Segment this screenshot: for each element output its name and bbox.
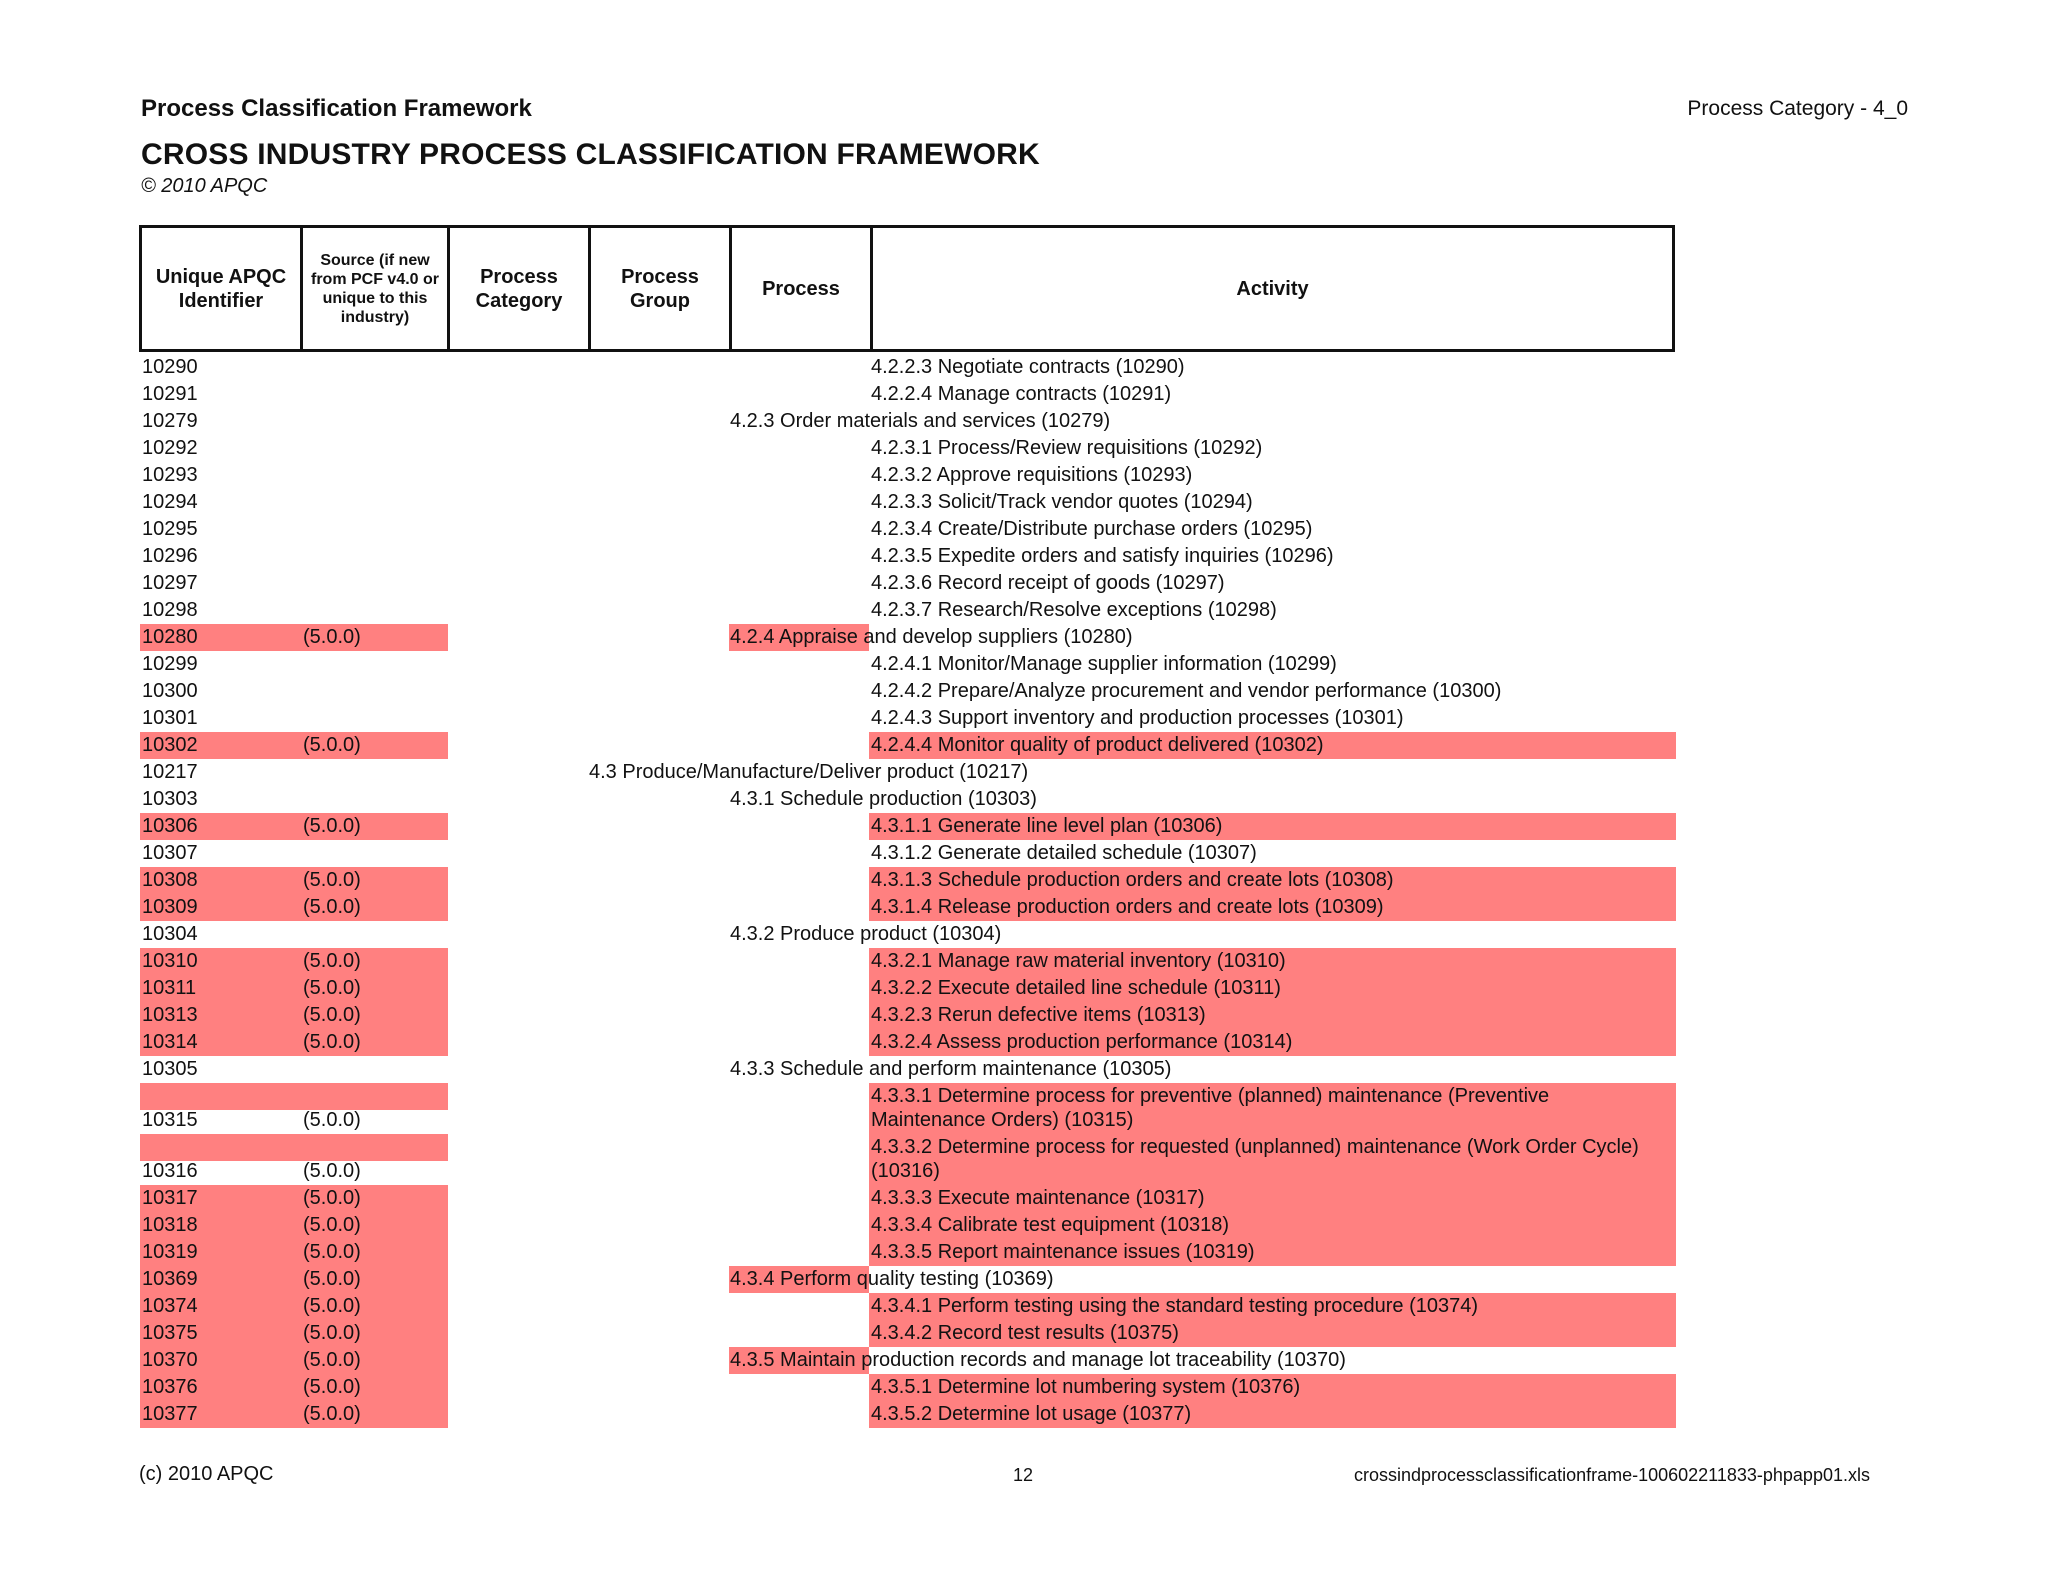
cell-identifier: 10302 [140,732,301,759]
table-row [140,867,1676,894]
cell-identifier: 10319 [140,1239,301,1266]
cell-source [301,651,448,678]
cell-identifier: 10294 [142,491,198,513]
table-row [140,408,1676,435]
table-row [140,381,1676,408]
cell-description: 4.3.4 Perform quality testing (10369) [730,1268,1054,1290]
cell-identifier: 10298 [142,599,198,621]
cell-description: 4.2.3.5 Expedite orders and satisfy inquiries (10296) [871,545,1334,567]
table-row [140,1083,1676,1134]
col-header-group: Process Group [591,228,732,349]
cell-identifier: 10280 [140,624,301,651]
table-row [140,516,1676,543]
cell-identifier: 10291 [142,383,198,405]
cell-source: (5.0.0) [301,624,448,651]
cell-description: 4.3.3.2 Determine process for requested (unplanned) maintenance (Work Order Cycle) (10316) [871,1136,1639,1182]
cell-identifier: 10317 [140,1185,301,1212]
cell-identifier: 10316 [140,1134,301,1161]
cell-identifier: 10307 [142,842,198,864]
col-header-activity: Activity [1236,277,1309,300]
cell-description: 4.2.4 Appraise and develop suppliers (10280) [730,626,1133,648]
cell-description: 4.2.4.3 Support inventory and production processes (10301) [871,707,1404,729]
cell-identifier: 10290 [142,356,198,378]
table-row [140,1056,1676,1083]
cell-description: 4.3.2.2 Execute detailed line schedule (10311) [871,977,1281,999]
cell-description: 4.3.5.1 Determine lot numbering system (10376) [871,1376,1301,1398]
cell-identifier: 10296 [142,545,198,567]
table-row [140,1266,1676,1293]
copyright-notice: © 2010 APQC [141,175,268,197]
table-row [140,1374,1676,1401]
table-row [140,435,1676,462]
cell-description: 4.2.3.7 Research/Resolve exceptions (10298) [871,599,1277,621]
cell-description: 4.3.1 Schedule production (10303) [730,788,1037,810]
cell-identifier: 10217 [142,761,198,783]
table-row [140,1212,1676,1239]
cell-identifier: 10303 [142,788,198,810]
cell-identifier: 10292 [142,437,198,459]
cell-description: 4.3.2.1 Manage raw material inventory (10310) [871,950,1286,972]
cell-source [301,543,448,570]
cell-source: (5.0.0) [301,813,448,840]
cell-source: (5.0.0) [301,1029,448,1056]
cell-description: 4.3.4.1 Perform testing using the standard testing procedure (10374) [871,1295,1479,1317]
cell-source: (5.0.0) [301,1134,448,1161]
table-row [140,786,1676,813]
cell-description: 4.3.4.2 Record test results (10375) [871,1322,1179,1344]
cell-source: (5.0.0) [301,1002,448,1029]
cell-source [301,435,448,462]
cell-identifier: 10295 [142,518,198,540]
document-title: CROSS INDUSTRY PROCESS CLASSIFICATION FRAMEWORK [141,138,1040,171]
cell-identifier: 10369 [140,1266,301,1293]
cell-identifier: 10306 [140,813,301,840]
table-row [140,597,1676,624]
table-row [140,570,1676,597]
cell-source [301,678,448,705]
cell-identifier: 10279 [142,410,198,432]
cell-source [301,705,448,732]
cell-source [301,921,448,948]
table-row [140,705,1676,732]
cell-description: 4.3.5 Maintain production records and manage lot traceability (10370) [730,1349,1346,1371]
footer-page-number: 12 [1013,1465,1034,1485]
footer-filename: crossindprocessclassificationframe-100602211833-phpapp01.xls [1354,1465,1870,1485]
cell-description: 4.3.3.1 Determine process for preventive (planned) maintenance (Preventive Maintenance Orders) (10315) [871,1085,1550,1131]
cell-description: 4.3.1.3 Schedule production orders and create lots (10308) [871,869,1394,891]
cell-identifier: 10301 [142,707,198,729]
cell-source: (5.0.0) [301,1185,448,1212]
cell-source [301,354,448,381]
cell-identifier: 10370 [140,1347,301,1374]
table-row [140,1347,1676,1374]
table-row [140,732,1676,759]
col-header-source: Source (if new from PCF v4.0 or unique to this industry) [303,228,450,349]
header-left-title: Process Classification Framework [141,95,532,122]
cell-description: 4.3.2.3 Rerun defective items (10313) [871,1004,1206,1026]
cell-description: 4.2.3.3 Solicit/Track vendor quotes (10294) [871,491,1253,513]
cell-source [301,597,448,624]
cell-source: (5.0.0) [301,975,448,1002]
cell-description: 4.2.3.6 Record receipt of goods (10297) [871,572,1225,594]
col-header-process: Process [732,228,873,349]
table-row [140,813,1676,840]
table-row [140,489,1676,516]
cell-description: 4.3.3.5 Report maintenance issues (10319) [871,1241,1255,1263]
cell-source: (5.0.0) [301,732,448,759]
cell-source: (5.0.0) [301,948,448,975]
col-header-category: Process Category [450,228,591,349]
cell-identifier: 10310 [140,948,301,975]
table-row [140,1239,1676,1266]
cell-identifier: 10297 [142,572,198,594]
cell-source: (5.0.0) [301,894,448,921]
cell-source [301,759,448,786]
table-row [140,1401,1676,1428]
cell-description: 4.2.3 Order materials and services (10279) [730,410,1111,432]
cell-identifier: 10314 [140,1029,301,1056]
cell-identifier: 10293 [142,464,198,486]
table-body [140,354,1676,1428]
footer-copyright: (c) 2010 APQC [139,1463,274,1485]
table-row [140,894,1676,921]
cell-source: (5.0.0) [301,1320,448,1347]
table-row [140,354,1676,381]
table-row [140,651,1676,678]
table-row [140,840,1676,867]
table-row [140,1134,1676,1185]
cell-source [301,489,448,516]
table-row [140,543,1676,570]
table-row [140,624,1676,651]
cell-identifier: 10315 [140,1083,301,1110]
table-row [140,1002,1676,1029]
cell-identifier: 10375 [140,1320,301,1347]
cell-description: 4.3.2 Produce product (10304) [730,923,1002,945]
cell-source: (5.0.0) [301,1083,448,1110]
cell-source [301,408,448,435]
cell-description: 4.2.2.3 Negotiate contracts (10290) [871,356,1185,378]
cell-identifier: 10318 [140,1212,301,1239]
cell-source [301,786,448,813]
cell-source: (5.0.0) [301,867,448,894]
cell-description: 4.2.4.2 Prepare/Analyze procurement and vendor performance (10300) [871,680,1502,702]
table-row [140,1293,1676,1320]
cell-identifier: 10300 [142,680,198,702]
table-row [140,975,1676,1002]
cell-description: 4.3.2.4 Assess production performance (10314) [871,1031,1293,1053]
table-row [140,678,1676,705]
cell-description: 4.3.3 Schedule and perform maintenance (10305) [730,1058,1172,1080]
cell-description: 4.2.3.4 Create/Distribute purchase orders (10295) [871,518,1313,540]
table-row [140,759,1676,786]
cell-source: (5.0.0) [301,1239,448,1266]
cell-identifier: 10304 [142,923,198,945]
cell-description: 4.2.3.1 Process/Review requisitions (10292) [871,437,1263,459]
cell-description: 4.3 Produce/Manufacture/Deliver product (10217) [589,761,1029,783]
cell-identifier: 10299 [142,653,198,675]
table-row [140,462,1676,489]
header-right-label: Process Category - 4_0 [1687,97,1908,120]
cell-identifier: 10374 [140,1293,301,1320]
cell-description: 4.2.2.4 Manage contracts (10291) [871,383,1172,405]
table-header [139,225,1675,352]
cell-source: (5.0.0) [301,1401,448,1428]
cell-description: 4.2.3.2 Approve requisitions (10293) [871,464,1193,486]
cell-description: 4.2.4.1 Monitor/Manage supplier information (10299) [871,653,1337,675]
table-row [140,921,1676,948]
table-row [140,1320,1676,1347]
cell-source [301,516,448,543]
table-row [140,1029,1676,1056]
cell-source [301,840,448,867]
cell-source: (5.0.0) [301,1347,448,1374]
cell-identifier: 10311 [140,975,301,1002]
cell-identifier: 10377 [140,1401,301,1428]
cell-source [301,570,448,597]
cell-identifier: 10308 [140,867,301,894]
cell-description: 4.3.3.3 Execute maintenance (10317) [871,1187,1205,1209]
cell-identifier: 10376 [140,1374,301,1401]
cell-source [301,1056,448,1083]
cell-identifier: 10313 [140,1002,301,1029]
cell-source: (5.0.0) [301,1266,448,1293]
cell-identifier: 10309 [140,894,301,921]
table-row [140,948,1676,975]
cell-source: (5.0.0) [301,1293,448,1320]
cell-description: 4.3.5.2 Determine lot usage (10377) [871,1403,1192,1425]
cell-description: 4.3.3.4 Calibrate test equipment (10318) [871,1214,1229,1236]
cell-identifier: 10305 [142,1058,198,1080]
col-header-identifier: Unique APQC Identifier [142,228,303,349]
table-row [140,1185,1676,1212]
cell-source [301,381,448,408]
cell-description: 4.2.4.4 Monitor quality of product delivered (10302) [871,734,1324,756]
cell-description: 4.3.1.4 Release production orders and create lots (10309) [871,896,1384,918]
cell-description: 4.3.1.2 Generate detailed schedule (10307) [871,842,1257,864]
cell-description: 4.3.1.1 Generate line level plan (10306) [871,815,1223,837]
cell-source: (5.0.0) [301,1374,448,1401]
cell-source: (5.0.0) [301,1212,448,1239]
cell-source [301,462,448,489]
